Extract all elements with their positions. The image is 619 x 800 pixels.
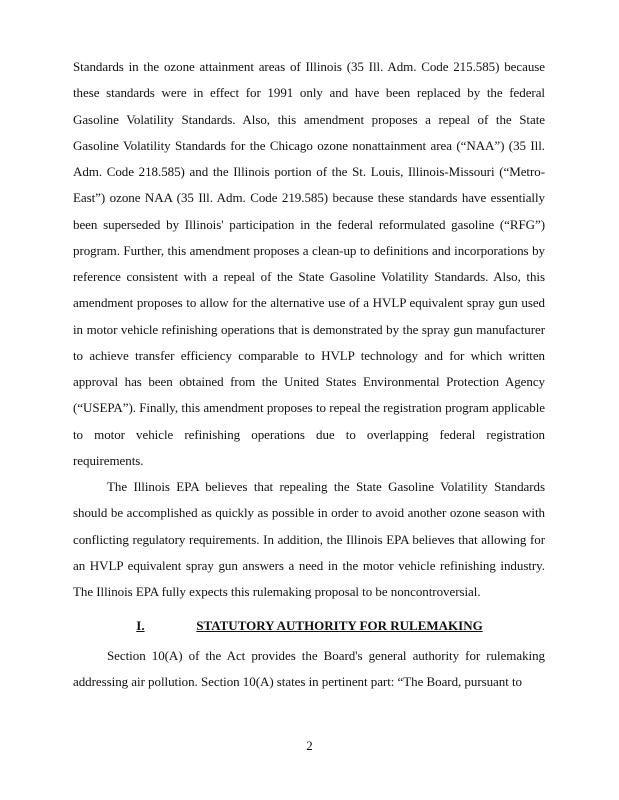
section-heading-number: I. [136, 618, 145, 633]
section-heading-title: STATUTORY AUTHORITY FOR RULEMAKING [196, 618, 483, 633]
body-paragraph-statutory-authority: Section 10(A) of the Act provides the Board's general authority for rulemaking addressing air pollution. Section 10(A) states in pertinent part: “The Board, pursuant to [73, 648, 545, 690]
section-heading [0, 616, 619, 636]
page-number: 2 [306, 738, 313, 753]
body-paragraph-continued: Standards in the ozone attainment areas of Illinois (35 Ill. Adm. Code 215.585) because these standards were in effect for 1991 only and have been replaced by the federal Gasoline Volatility Standards. Also, this amendment proposes a repeal of the State Gasoline Volatility Standards for the Chicago ozone nonattainment area (“NAA”) (35 Ill. Adm. Code 218.585) and the Illinois portion of the St. Louis, Illinois-Missouri (“Metro-East”) ozone NAA (35 Ill. Adm. Code 219.585) because these standards have essentially been superseded by Illinois' participation in the federal reformulated gasoline (“RFG”) program. Further, this amendment proposes a clean-up to definitions and incorporations by reference consistent with a repeal of the State Gasoline Volatility Standards. Also, this amendment proposes to allow for the alternative use of a HVLP equivalent spray gun used in motor vehicle refinishing operations that is demonstrated by the spray gun manufacturer to achieve transfer efficiency comparable to HVLP technology and for which written approval has been obtained from the United States Environmental Protection Agency (“USEPA”). Finally, this amendment proposes to repeal the registration program applicable to motor vehicle refinishing operations due to overlapping federal registration requirements. [73, 59, 545, 468]
body-paragraph-repeal-rationale: The Illinois EPA believes that repealing the State Gasoline Volatility Standards should be accomplished as quickly as possible in order to avoid another ozone season with conflicting regulatory requirements. In addition, the Illinois EPA believes that allowing for an HVLP equivalent spray gun answers a need in the motor vehicle refinishing industry. The Illinois EPA fully expects this rulemaking proposal to be noncontroversial. [73, 479, 545, 599]
